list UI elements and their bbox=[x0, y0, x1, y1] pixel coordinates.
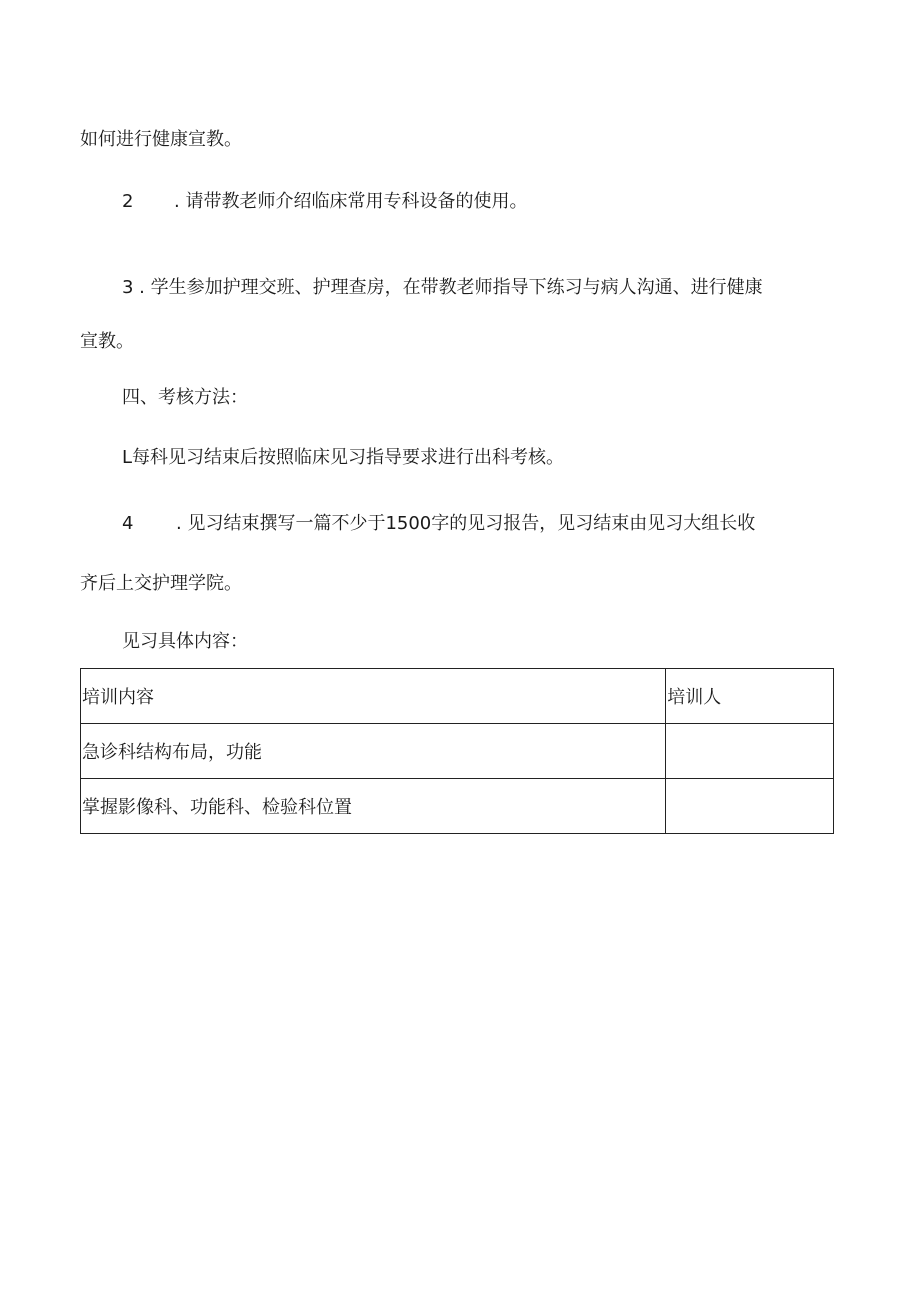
paragraph-continuation: 如何进行健康宣教。 bbox=[80, 129, 242, 150]
table-cell-trainer bbox=[666, 779, 834, 834]
table-row bbox=[81, 724, 834, 779]
table-header-trainer: 培训人 bbox=[666, 669, 834, 724]
training-content-table bbox=[80, 668, 834, 834]
assessment-item-4-line1: . 见习结束撰写一篇不少于1500字的见习报告，见习结束由见习大组长收 bbox=[176, 513, 756, 534]
table-header-content: 培训内容 bbox=[81, 669, 666, 724]
assessment-item-1: L每科见习结束后按照临床见习指导要求进行出科考核。 bbox=[122, 447, 565, 468]
table-cell-content: 急诊科结构布局，功能 bbox=[81, 724, 666, 779]
list-item-2-text: . 请带教老师介绍临床常用专科设备的使用。 bbox=[174, 191, 528, 212]
table-row bbox=[81, 779, 834, 834]
table-cell-content: 掌握影像科、功能科、检验科位置 bbox=[81, 779, 666, 834]
list-item-3-line2: 宣教。 bbox=[80, 331, 134, 352]
table-cell-trainer bbox=[666, 724, 834, 779]
content-heading: 见习具体内容： bbox=[122, 631, 248, 652]
assessment-number-4: 4 bbox=[122, 513, 134, 534]
assessment-item-4-line2: 齐后上交护理学院。 bbox=[80, 573, 242, 594]
table-header-row bbox=[81, 669, 834, 724]
list-item-3-line1: 3 . 学生参加护理交班、护理查房，在带教老师指导下练习与病人沟通、进行健康 bbox=[122, 277, 763, 298]
list-number-2: 2 bbox=[122, 191, 134, 212]
section-heading-assessment: 四、考核方法： bbox=[122, 387, 248, 408]
